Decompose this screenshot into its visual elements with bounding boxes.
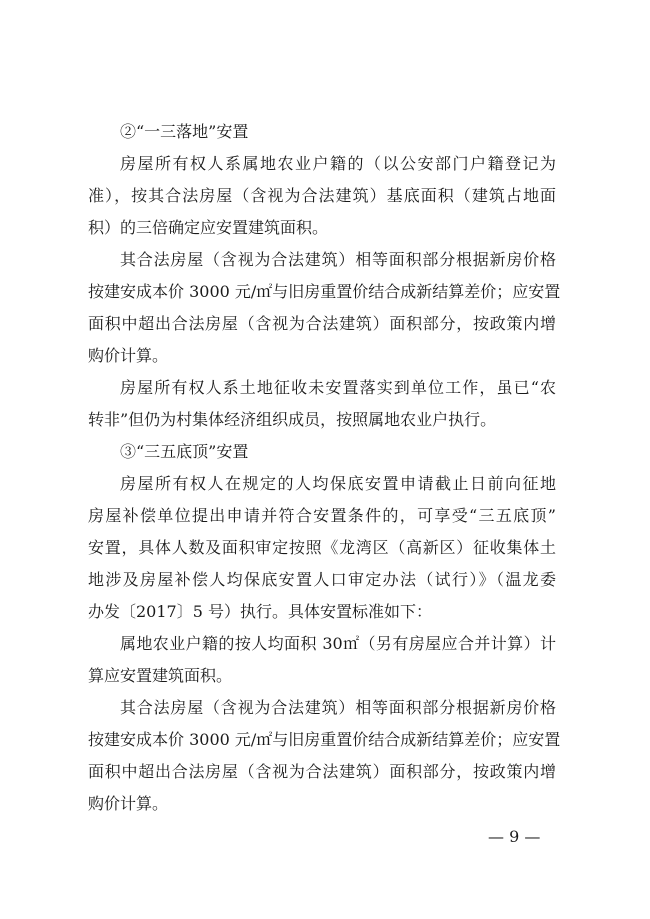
text-line: 其合法房屋（含视为合法建筑）相等面积部分根据新房价格	[120, 698, 556, 717]
text-line: 房屋补偿单位提出申请并符合安置条件的，可享受“三五底顶”	[88, 506, 556, 525]
text-line: 面积中超出合法房屋（含视为合法建筑）面积部分，按政策内增	[88, 314, 556, 333]
paragraph	[88, 692, 561, 820]
text-line: 准），按其合法房屋（含视为合法建筑）基底面积（建筑占地面	[88, 186, 556, 205]
text-line: 房屋所有权人系属地农业户籍的（以公安部门户籍登记为	[120, 154, 556, 173]
paragraph	[88, 244, 561, 372]
text-line: 算应安置建筑面积。	[88, 666, 233, 685]
text-line: 地涉及房屋补偿人均保底安置人口审定办法（试行）》（温龙委	[88, 570, 556, 589]
text-line: 购价计算。	[88, 346, 169, 365]
paragraph	[88, 628, 556, 692]
text-line: 属地农业户籍的按人均面积 30㎡（另有房屋应合并计算）计	[120, 634, 556, 653]
text-line: 办发〔2017〕5 号）执行。具体安置标准如下：	[88, 602, 432, 621]
section-heading	[88, 116, 556, 148]
text-line: ②“一三落地”安置	[120, 122, 249, 141]
text-line: 房屋所有权人在规定的人均保底安置申请截止日前向征地	[120, 474, 556, 493]
section-heading	[88, 436, 556, 468]
text-line: 购价计算。	[88, 794, 169, 813]
page-number: — 9 —	[488, 827, 541, 846]
paragraph	[88, 372, 556, 436]
text-line: 积）的三倍确定应安置建筑面积。	[88, 218, 329, 237]
text-line: 房屋所有权人系土地征收未安置落实到单位工作，虽已“农	[120, 378, 556, 397]
text-line: 按建安成本价 3000 元/㎡与旧房重置价结合成新结算差价；应安置	[88, 730, 561, 749]
document-body	[88, 116, 561, 820]
paragraph	[88, 148, 556, 244]
text-line: ③“三五底顶”安置	[120, 442, 249, 461]
text-line: 按建安成本价 3000 元/㎡与旧房重置价结合成新结算差价；应安置	[88, 282, 561, 301]
text-line: 其合法房屋（含视为合法建筑）相等面积部分根据新房价格	[120, 250, 556, 269]
text-line: 面积中超出合法房屋（含视为合法建筑）面积部分，按政策内增	[88, 762, 556, 781]
text-line: 转非”但仍为村集体经济组织成员，按照属地农业户执行。	[88, 410, 497, 429]
text-line: 安置，具体人数及面积审定按照《龙湾区（高新区）征收集体土	[88, 538, 556, 557]
paragraph	[88, 468, 556, 628]
